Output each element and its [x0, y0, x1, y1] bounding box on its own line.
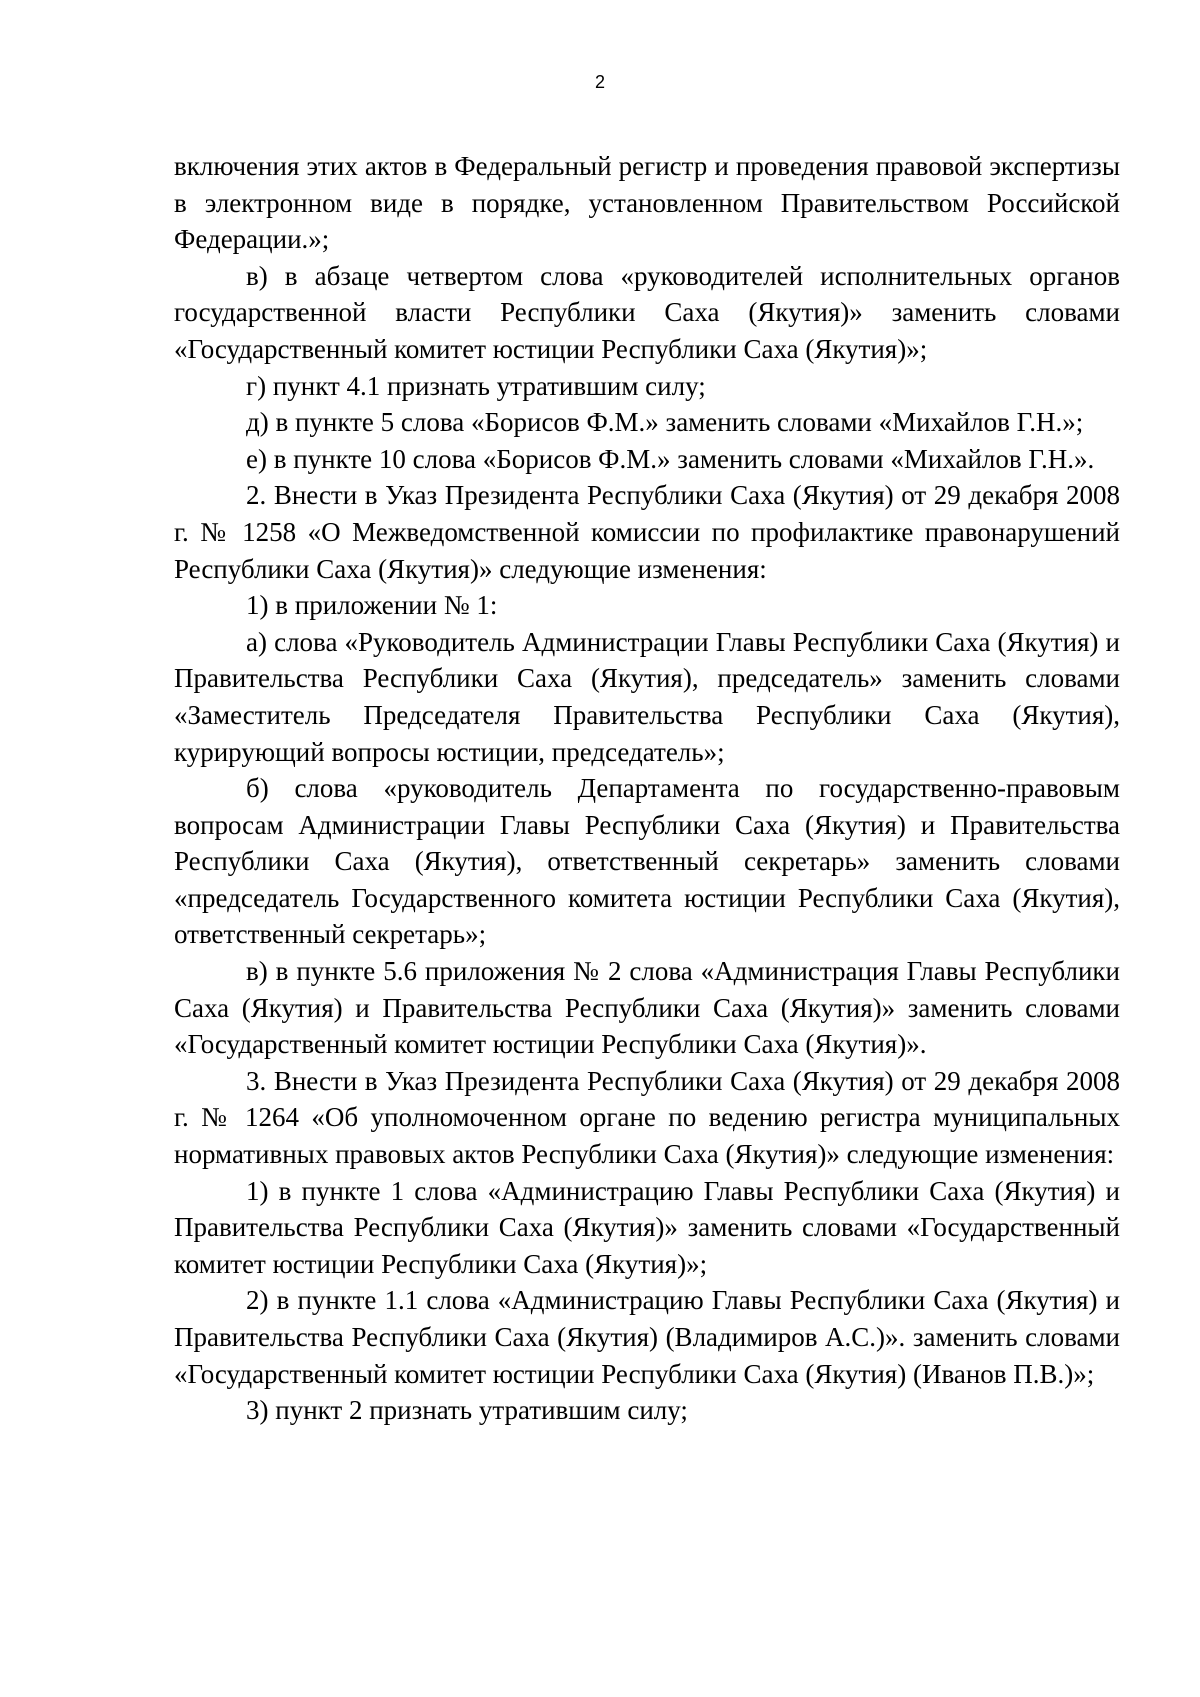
paragraph-item-e: е) в пункте 10 слова «Борисов Ф.М.» заменить словами «Михайлов Г.Н.».	[246, 443, 1095, 474]
paragraph-section-3: 3. Внести в Указ Президента Республики Саха (Якутия) от 29 декабря 2008 г. № 1264 «Об уполномоченном органе по ведению регистра муниципальных нормативных правовых актов Республики Саха (Якутия)» следующие изменения:	[174, 1065, 1120, 1170]
paragraph-item-g: г) пункт 4.1 признать утратившим силу;	[246, 370, 706, 401]
paragraph-item-v-abzac: в) в абзаце четвертом слова «руководителей исполнительных органов государственной власти Республики Саха (Якутия)» заменить словами «Государственный комитет юстиции Республики Саха (Якутия)»;	[174, 260, 1120, 364]
page-number: 2	[594, 72, 605, 92]
paragraph-item-d: д) в пункте 5 слова «Борисов Ф.М.» заменить словами «Михайлов Г.Н.»;	[246, 407, 1084, 438]
paragraph-subitem-3: 3) пункт 2 признать утратившим силу;	[246, 1395, 688, 1426]
paragraph-item-v-punkt: в) в пункте 5.6 приложения № 2 слова «Администрация Главы Республики Саха (Якутия) и Правительства Республики Саха (Якутия)» заменить словами «Государственный комитет юстиции Республики Саха (Якутия)».	[174, 956, 1120, 1060]
paragraph-item-a: а) слова «Руководитель Администрации Главы Республики Саха (Якутия) и Правительства Республики Саха (Якутия), председатель» заменить словами «Заместитель Председателя Правительства Республики Саха (Якутия), курирующий вопросы юстиции, председатель»;	[174, 626, 1120, 767]
paragraph-continuation: включения этих актов в Федеральный регистр и проведения правовой экспертизы в электронном виде в порядке, установленном Правительством Российской Федерации.»;	[174, 151, 1120, 255]
paragraph-subitem-1: 1) в пункте 1 слова «Администрацию Главы Республики Саха (Якутия) и Правительства Республики Саха (Якутия)» заменить словами «Государственный комитет юстиции Республики Саха (Якутия)»;	[174, 1175, 1120, 1279]
document-body	[174, 148, 1120, 1429]
paragraph-item-b: б) слова «руководитель Департамента по государственно-правовым вопросам Администрации Главы Республики Саха (Якутия) и Правительства Республики Саха (Якутия), ответственный секретарь» заменить словами «председатель Государственного комитета юстиции Республики Саха (Якутия), ответственный секретарь»;	[174, 773, 1120, 950]
paragraph-subitem-2: 2) в пункте 1.1 слова «Администрацию Главы Республики Саха (Якутия) и Правительства Республики Саха (Якутия) (Владимиров А.С.)». заменить словами «Государственный комитет юстиции Республики Саха (Якутия) (Иванов П.В.)»;	[174, 1285, 1120, 1389]
paragraph-section-2: 2. Внести в Указ Президента Республики Саха (Якутия) от 29 декабря 2008 г. № 1258 «О Межведомственной комиссии по профилактике правонарушений Республики Саха (Якутия)» следующие изменения:	[174, 480, 1120, 584]
paragraph-subsection-1: 1) в приложении № 1:	[246, 590, 498, 621]
